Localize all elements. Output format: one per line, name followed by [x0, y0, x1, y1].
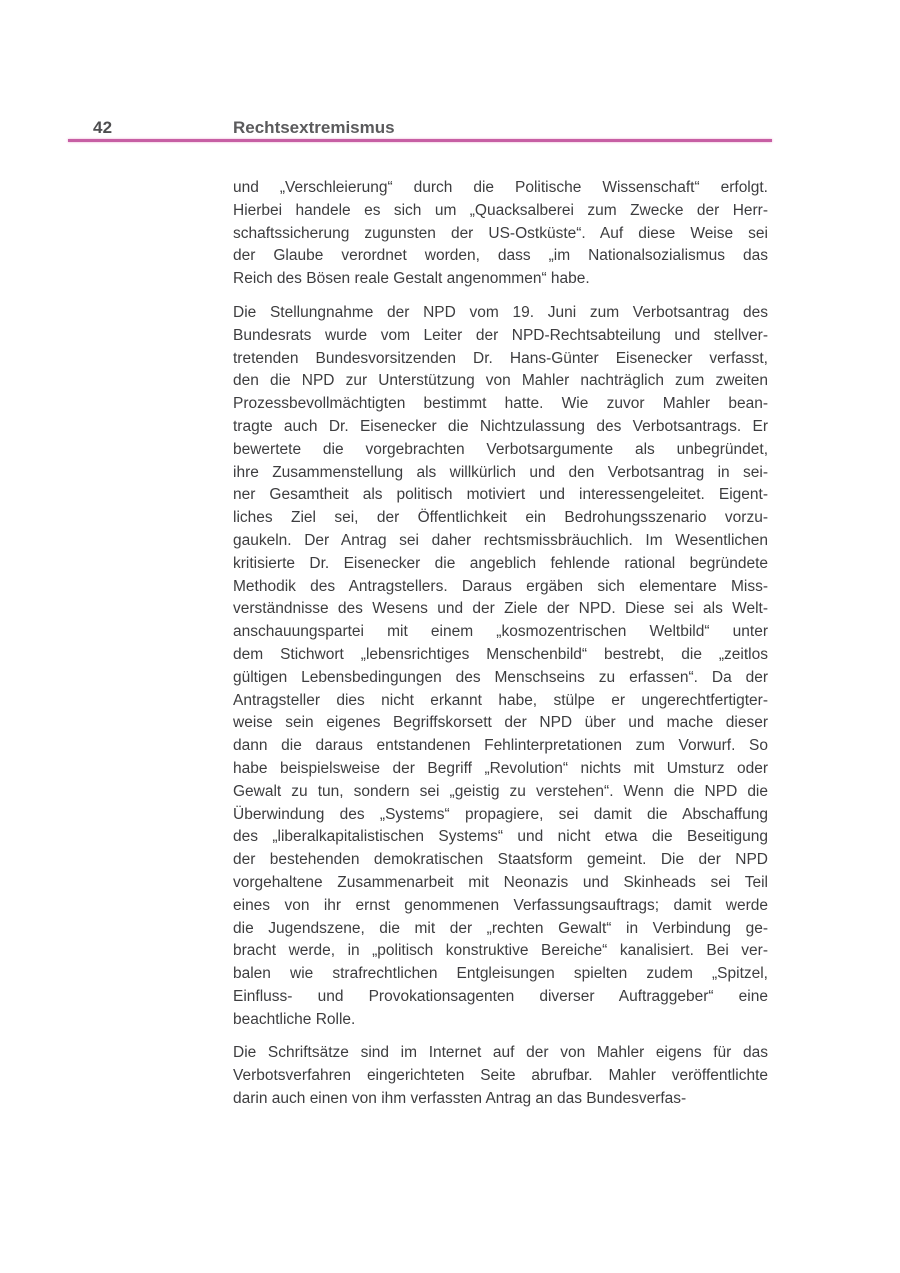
text-line: beachtliche Rolle.: [233, 1010, 356, 1028]
text-line: und „Verschleierung“ durch die Politische Wissenschaft“ erfolgt.: [233, 179, 768, 196]
text-column: [233, 177, 768, 1122]
text-line: des „liberalkapitalistischen Systems“ und nicht etwa die Beseitigung: [233, 828, 768, 846]
text-line: Die Schriftsätze sind im Internet auf der von Mahler eigens für das: [233, 1044, 768, 1062]
text-line: Antragsteller dies nicht erkannt habe, stülpe er ungerechtfertigter-: [233, 691, 768, 709]
text-line: ihre Zusammenstellung als willkürlich und den Verbotsantrag in sei-: [233, 463, 768, 481]
text-line: der Glaube verordnet worden, dass „im Nationalsozialismus das: [233, 247, 768, 265]
page-number: 42: [93, 118, 113, 137]
text-line: liches Ziel sei, der Öffentlichkeit ein Bedrohungsszenario vorzu-: [233, 509, 768, 527]
running-header-title: Rechtsextremismus: [233, 118, 395, 137]
header-rule: [68, 139, 772, 142]
text-line: dem Stichwort „lebensrichtiges Menschenbild“ bestrebt, die „zeitlos: [233, 645, 768, 663]
paragraph: [233, 1042, 768, 1110]
text-line: tretenden Bundesvorsitzenden Dr. Hans-Günter Eisenecker verfasst,: [233, 349, 768, 367]
text-line: die Jugendszene, die mit der „rechten Gewalt“ in Verbindung ge-: [233, 919, 768, 937]
text-line: schaftssicherung zugunsten der US-Ostküste“. Auf diese Weise sei: [233, 224, 768, 242]
text-line: eines von ihr ernst genommenen Verfassungsauftrags; damit werde: [233, 896, 768, 914]
text-line: Überwindung des „Systems“ propagiere, sei damit die Abschaffung: [233, 805, 768, 823]
text-line: Methodik des Antragstellers. Daraus ergäben sich elementare Miss-: [233, 577, 768, 595]
text-line: Reich des Bösen reale Gestalt angenommen“ habe.: [233, 270, 590, 288]
text-line: habe beispielsweise der Begriff „Revolution“ nichts mit Umsturz oder: [233, 759, 768, 777]
paragraph: [233, 302, 768, 1032]
paragraph: [233, 177, 768, 291]
text-line: Gewalt zu tun, sondern sei „geistig zu verstehen“. Wenn die NPD die: [233, 782, 768, 800]
text-line: balen wie strafrechtlichen Entgleisungen spielten zudem „Spitzel,: [233, 965, 768, 983]
text-line: weise sein eigenes Begriffskorsett der NPD über und mache dieser: [233, 714, 768, 732]
text-line: Hierbei handele es sich um „Quacksalberei zum Zwecke der Herr-: [233, 201, 768, 219]
text-line: vorgehaltene Zusammenarbeit mit Neonazis und Skinheads sei Teil: [233, 873, 768, 891]
text-line: verständnisse des Wesens und der Ziele der NPD. Diese sei als Welt-: [233, 600, 768, 618]
text-line: gültigen Lebensbedingungen des Menschseins zu erfassen“. Da der: [233, 668, 768, 686]
text-line: bracht werde, in „politisch konstruktive Bereiche“ kanalisiert. Bei ver-: [233, 942, 768, 960]
text-line: Verbotsverfahren eingerichteten Seite abrufbar. Mahler veröffentlichte: [233, 1067, 768, 1085]
text-line: der bestehenden demokratischen Staatsform gemeint. Die der NPD: [233, 851, 768, 869]
text-line: ner Gesamtheit als politisch motiviert und interessengeleitet. Eigent-: [233, 486, 768, 504]
text-line: bewertete die vorgebrachten Verbotsargumente als unbegründet,: [233, 440, 768, 458]
text-line: darin auch einen von ihm verfassten Antrag an das Bundesverfas-: [233, 1090, 687, 1108]
text-line: kritisierte Dr. Eisenecker die angeblich fehlende rational begründete: [233, 554, 768, 572]
text-line: Einfluss- und Provokationsagenten diverser Auftraggeber“ eine: [233, 987, 768, 1005]
text-line: den die NPD zur Unterstützung von Mahler nachträglich zum zweiten: [233, 372, 768, 390]
text-line: anschauungspartei mit einem „kosmozentrischen Weltbild“ unter: [233, 623, 768, 641]
text-line: tragte auch Dr. Eisenecker die Nichtzulassung des Verbotsantrags. Er: [233, 417, 768, 435]
text-line: dann die daraus entstandenen Fehlinterpretationen zum Vorwurf. So: [233, 737, 768, 755]
text-line: Bundesrats wurde vom Leiter der NPD-Rechtsabteilung und stellver-: [233, 326, 768, 344]
text-line: Die Stellungnahme der NPD vom 19. Juni zum Verbotsantrag des: [233, 303, 768, 321]
text-line: Prozessbevollmächtigten bestimmt hatte. Wie zuvor Mahler bean-: [233, 395, 768, 413]
text-line: gaukeln. Der Antrag sei daher rechtsmissbräuchlich. Im Wesentlichen: [233, 531, 768, 549]
